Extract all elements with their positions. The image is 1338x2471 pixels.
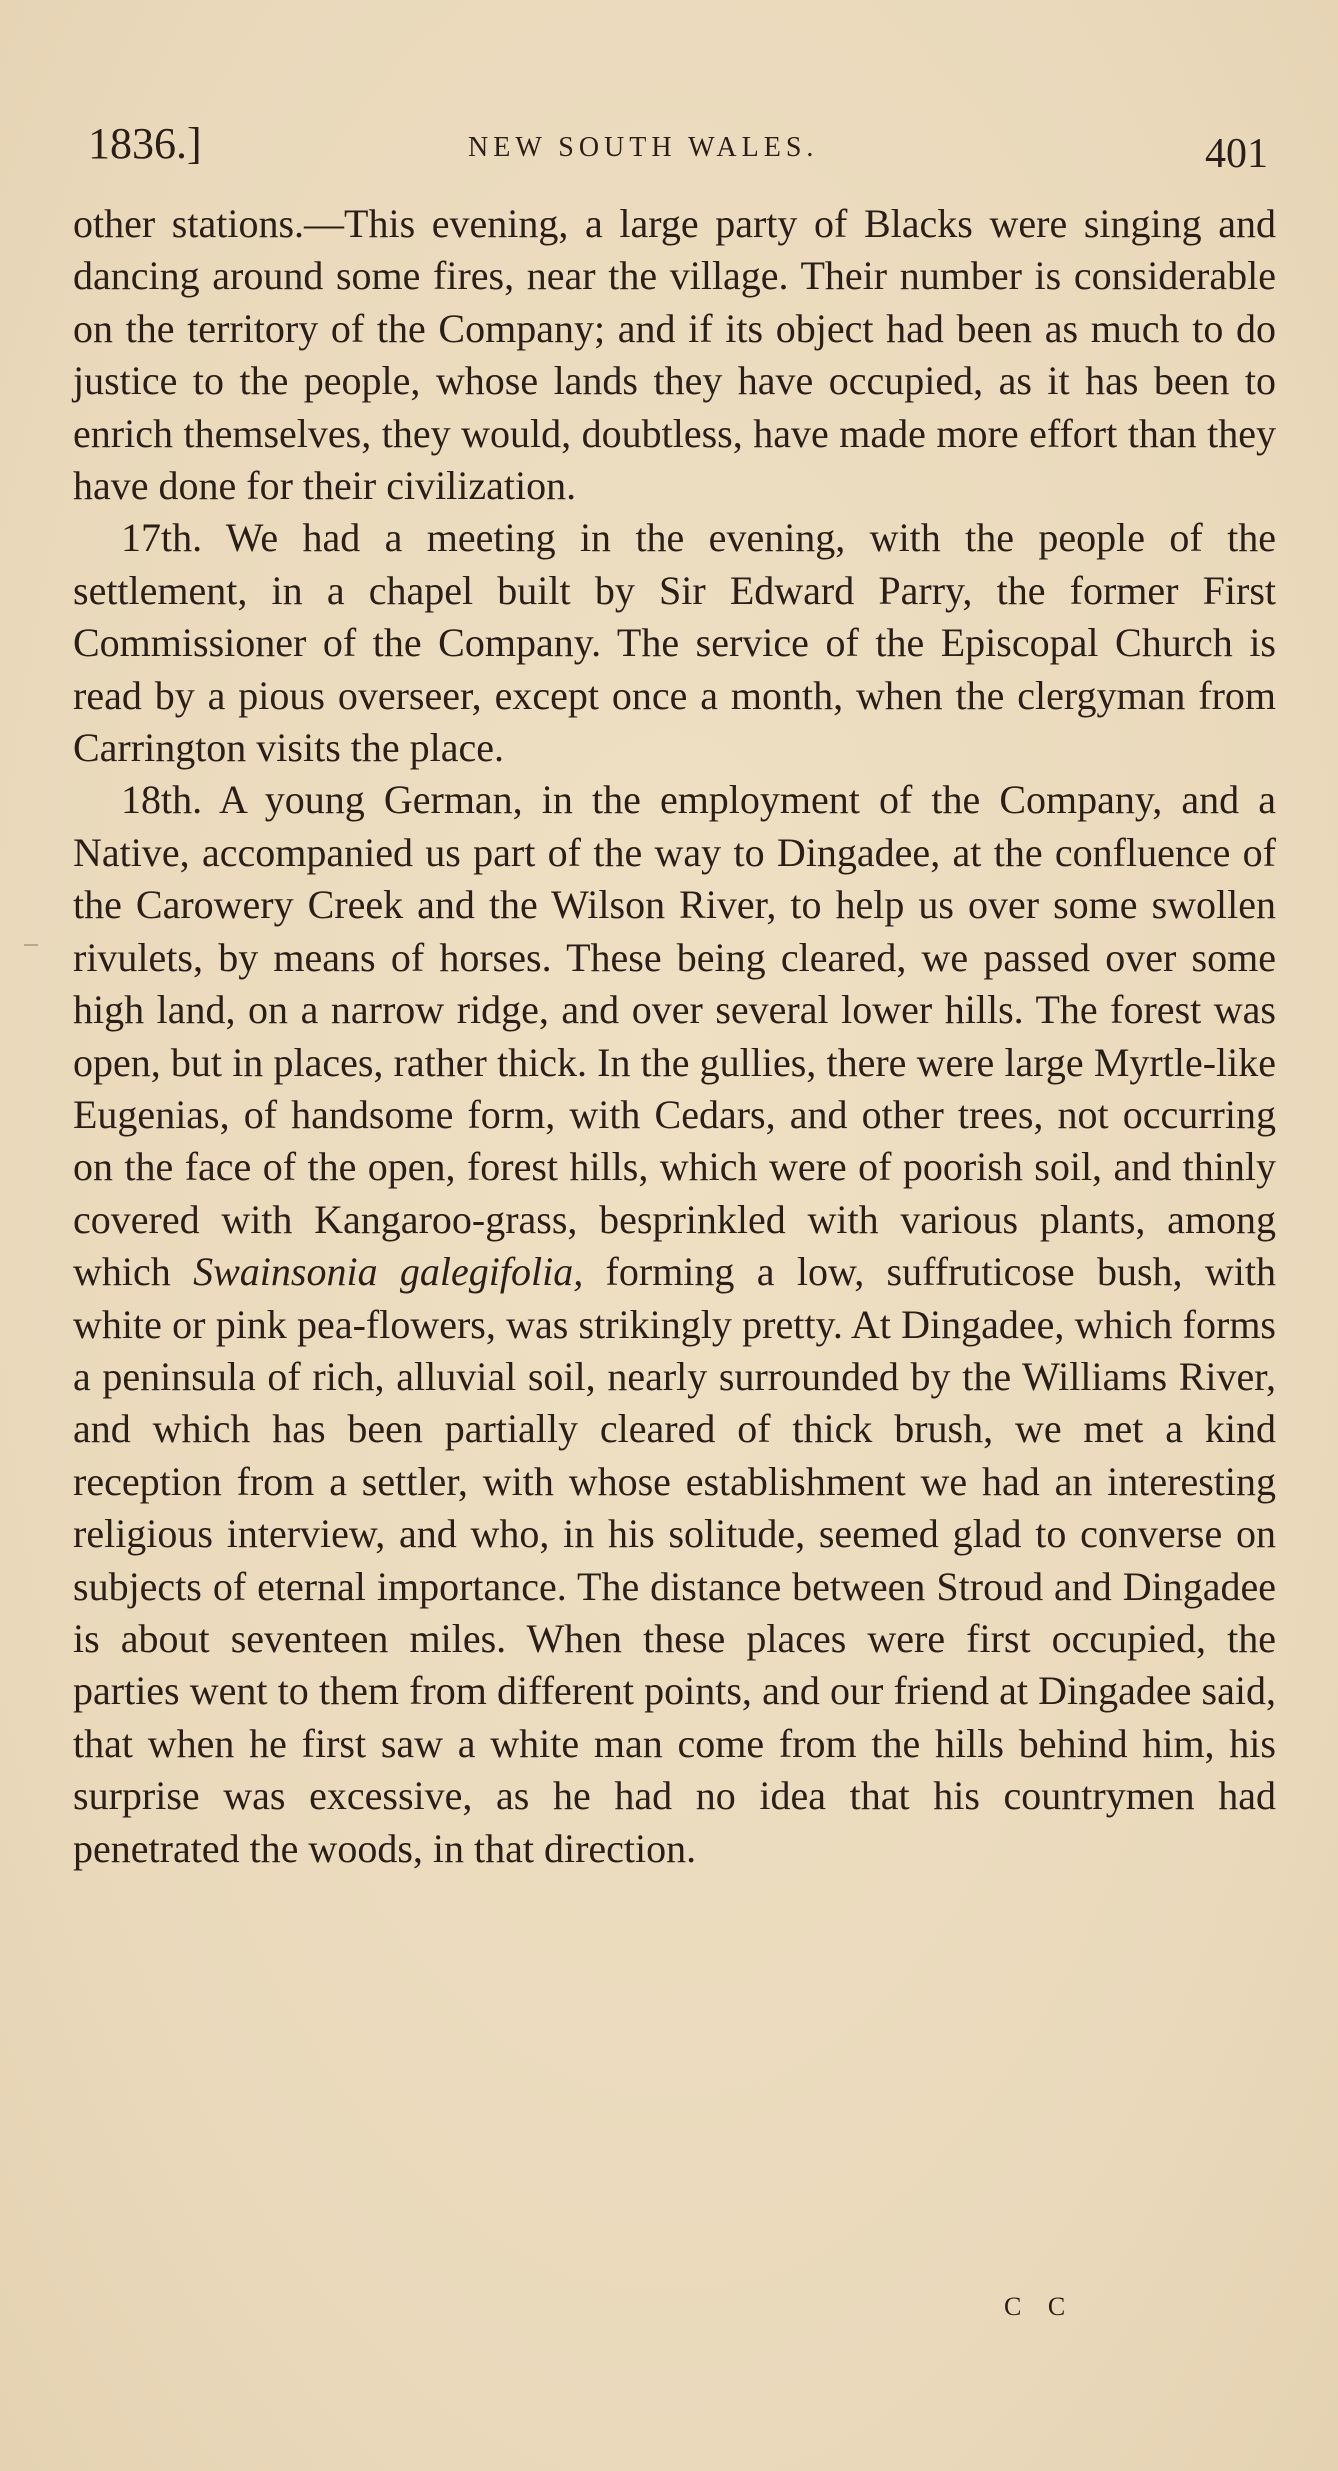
margin-mark	[24, 944, 38, 946]
species-name: Swainsonia galegifolia,	[193, 1249, 584, 1295]
header-year: 1836.]	[88, 119, 202, 168]
header-title: NEW SOUTH WALES.	[468, 132, 819, 163]
signature-mark: C C	[1004, 2292, 1076, 2321]
paragraph-2: 17th. We had a meeting in the evening, with the people of the settlement, in a chapel built by Sir Edward Parry, the former First Commissioner of the Company. The service of the Episcopal Church is read by a pious overseer, except once a month, when the clergyman from Carrington visits the place.	[73, 515, 1276, 771]
paragraph-1: other stations.—This evening, a large party of Blacks were singing and dancing around some fires, near the village. Their number is considerable on the territory of the Company; and if its object had been as much to do justice to the people, whose lands they have occupied, as it has been to enrich themselves, they would, doubtless, have made more effort than they have done for their civilization.	[73, 201, 1276, 509]
paragraph-3-text-after: forming a low, suffruticose bush, with white or pink pea-flowers, was strikingly pretty. At Dingadee, which forms a peninsula of rich, alluvial soil, nearly surrounded by the Williams River, and which has been partially cleared of thick brush, we met a kind reception from a settler, with whose establishment we had an interesting religious interview, and who, in his solitude, seemed glad to converse on subjects of eternal importance. The distance between Stroud and Dingadee is about seventeen miles. When these places were first occupied, the parties went to them from different points, and our friend at Dingadee said, that when he first saw a white man come from the hills behind him, his surprise was excessive, as he had no idea that his countrymen had penetrated the woods, in that direction.	[73, 1249, 1276, 1871]
page-number: 401	[1205, 131, 1268, 177]
paragraph-3-text-before: 18th. A young German, in the employment of the Company, and a Native, accompanied us part of the way to Dingadee, at the confluence of the Carowery Creek and the Wilson River, to help us over some swollen rivulets, by means of horses. These being cleared, we passed over some high land, on a narrow ridge, and over several lower hills. The forest was open, but in places, rather thick. In the gullies, there were large Myrtle-like Eugenias, of handsome form, with Cedars, and other trees, not occurring on the face of the open, forest hills, which were of poorish soil, and thinly covered with Kangaroo-grass, besprinkled with various plants, among which	[73, 777, 1276, 1295]
paragraph-3	[73, 774, 1276, 1875]
body-text	[73, 198, 1276, 1875]
running-head	[88, 118, 1268, 178]
